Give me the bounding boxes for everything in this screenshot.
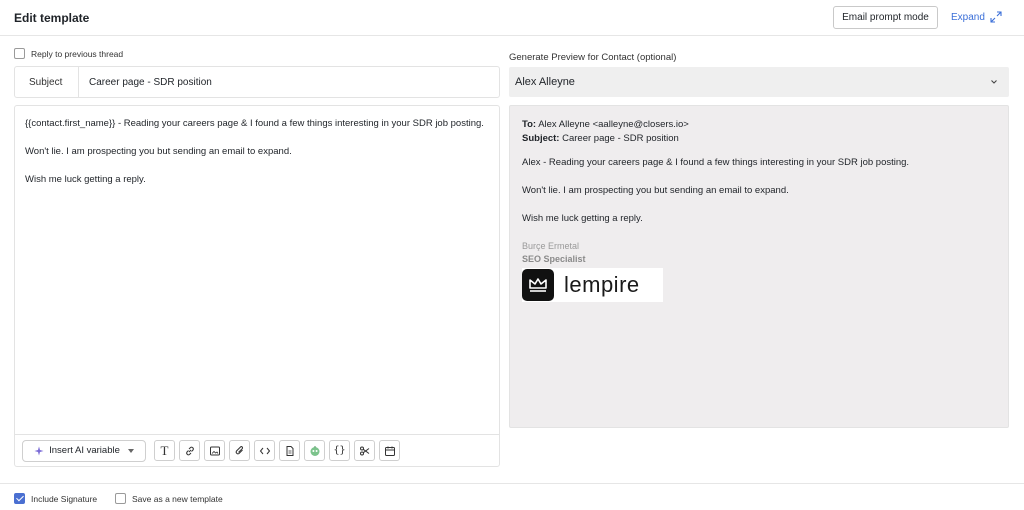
editor-body[interactable] xyxy=(15,106,499,212)
include-signature-row[interactable] xyxy=(14,493,97,504)
editor-toolbar xyxy=(15,434,499,466)
preview-to-label: To: xyxy=(522,119,537,130)
chevron-down-icon xyxy=(128,449,134,453)
image-icon[interactable] xyxy=(204,440,225,461)
calendar-icon[interactable] xyxy=(379,440,400,461)
page-title: Edit template xyxy=(14,11,90,25)
preview-subject-line xyxy=(522,132,996,146)
header xyxy=(0,0,1024,36)
signature-name: Burçe Ermetal xyxy=(522,241,580,251)
link-icon[interactable] xyxy=(179,440,200,461)
crown-icon xyxy=(522,269,554,301)
preview-to-line xyxy=(522,118,996,132)
preview-paragraph: Alex - Reading your careers page & I found a few things interesting in your SDR job posting. xyxy=(522,157,910,168)
editor-paragraph: Won't lie. I am prospecting you but sending an email to expand. xyxy=(25,146,292,157)
subject-input[interactable]: Career page - SDR position xyxy=(89,76,212,88)
braces-icon[interactable] xyxy=(329,440,350,461)
reply-thread-checkbox[interactable] xyxy=(14,48,25,59)
robot-icon[interactable] xyxy=(304,440,325,461)
save-new-template-label: Save as a new template xyxy=(132,493,223,504)
preview-to-value: Alex Alleyne <aalleyne@closers.io> xyxy=(538,119,689,130)
attachment-icon[interactable] xyxy=(229,440,250,461)
sparkle-icon xyxy=(34,446,44,456)
contact-select[interactable] xyxy=(509,67,1009,97)
email-editor[interactable] xyxy=(14,105,500,467)
text-format-icon[interactable] xyxy=(154,440,175,461)
signature-role: SEO Specialist xyxy=(522,254,586,264)
braces-glyph: {} xyxy=(333,445,346,456)
reply-thread-row[interactable] xyxy=(14,48,123,59)
text-format-glyph: T xyxy=(160,442,169,458)
chevron-down-icon xyxy=(989,77,999,87)
include-signature-label: Include Signature xyxy=(31,493,98,504)
expand-label: Expand xyxy=(951,11,985,23)
reply-thread-label: Reply to previous thread xyxy=(31,48,124,59)
email-prompt-mode-button[interactable]: Email prompt mode xyxy=(833,6,938,29)
save-new-template-row[interactable] xyxy=(115,493,223,504)
editor-paragraph: Wish me luck getting a reply. xyxy=(25,174,146,185)
save-new-template-checkbox[interactable] xyxy=(115,493,126,504)
expand-icon xyxy=(990,11,1002,23)
company-logo xyxy=(522,268,663,302)
subject-label: Subject xyxy=(15,67,79,97)
insert-ai-variable-label: Insert AI variable xyxy=(49,445,120,456)
contact-select-value: Alex Alleyne xyxy=(515,76,575,88)
logo-text: lempire xyxy=(564,272,640,297)
scissors-icon[interactable] xyxy=(354,440,375,461)
subject-field[interactable] xyxy=(14,66,500,98)
preview-paragraph: Wish me luck getting a reply. xyxy=(522,213,643,224)
document-icon[interactable] xyxy=(279,440,300,461)
editor-paragraph: {{contact.first_name}} - Reading your careers page & I found a few things interesting in your SDR job posting. xyxy=(25,118,484,129)
preview-subject-value: Career page - SDR position xyxy=(562,133,679,144)
preview-label: Generate Preview for Contact (optional) xyxy=(509,52,677,63)
email-preview xyxy=(509,105,1009,428)
preview-subject-label: Subject: xyxy=(522,133,560,144)
preview-paragraph: Won't lie. I am prospecting you but sending an email to expand. xyxy=(522,185,789,196)
footer xyxy=(0,483,1024,510)
expand-button[interactable] xyxy=(951,11,1002,23)
code-icon[interactable] xyxy=(254,440,275,461)
insert-ai-variable-button[interactable] xyxy=(22,440,146,462)
include-signature-checkbox[interactable] xyxy=(14,493,25,504)
